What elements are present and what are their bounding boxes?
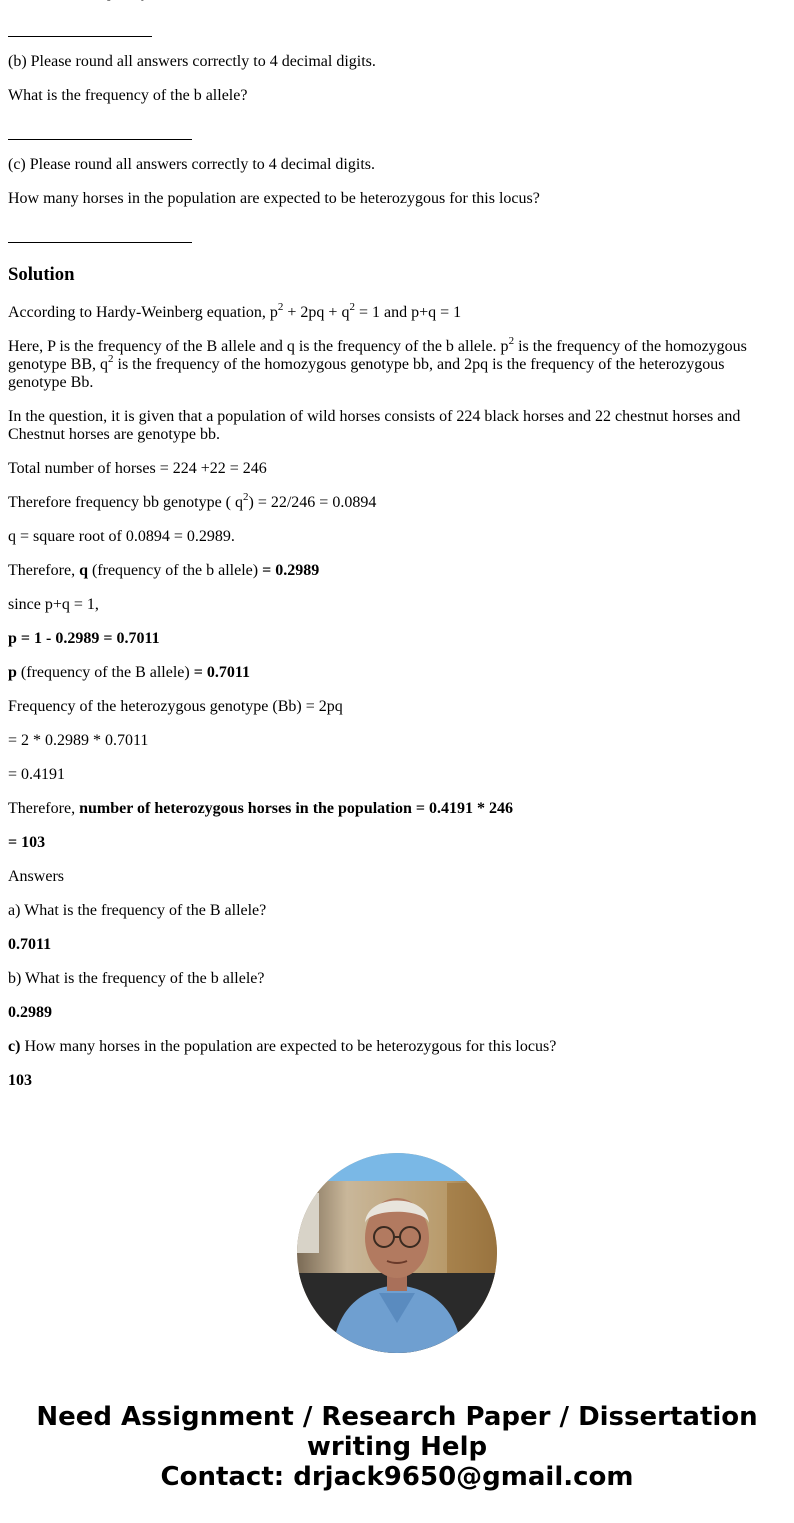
answer-a-question: a) What is the frequency of the B allele?	[8, 902, 267, 919]
question-a-prompt	[8, 0, 778, 2]
answer-a-value: 0.7011	[8, 936, 52, 953]
hardy-weinberg-equation: According to Hardy-Weinberg equation, $p^2 + 2pq + q^2 = 1$ and p+q = 1	[8, 300, 462, 321]
since-statement: since p+q = 1,	[8, 596, 99, 613]
answer-blank-c	[8, 224, 192, 243]
p-calculation: p = 1 - 0.2989 = 0.7011	[8, 630, 160, 647]
answer-blank-b	[8, 121, 192, 140]
promo-contact: Contact: drjack9650@gmail.com	[160, 1462, 634, 1492]
question-b-prompt: What is the frequency of the b allele?	[8, 87, 248, 104]
author-photo-icon	[297, 1153, 497, 1353]
bb-frequency: Therefore frequency bb genotype ( $q^2) = 22/246 = 0.0894$	[8, 490, 377, 511]
question-c-prompt: How many horses in the population are expected to be heterozygous for this locus?	[8, 190, 540, 207]
promo-line-1: Need Assignment / Research Paper / Dissertation	[36, 1402, 758, 1432]
answer-c-question: c) How many horses in the population are expected to be heterozygous for this locus?	[8, 1038, 557, 1055]
promo-line-2: writing Help	[306, 1432, 488, 1462]
solution-document	[8, 0, 778, 1106]
heterozygous-frequency-formula: Frequency of the heterozygous genotype (Bb) = 2pq	[8, 698, 343, 715]
answers-heading: Answers	[8, 868, 64, 885]
total-horses: Total number of horses = 224 +22 = 246	[8, 460, 267, 477]
question-c-rounding-note: (c) Please round all answers correctly to 4 decimal digits.	[8, 156, 375, 173]
heterozygous-calculation: = 2 * 0.2989 * 0.7011	[8, 732, 149, 749]
variable-definitions: Here, P is the frequency of the B allele and q is the frequency of the b allele. $p^2$ is the frequency of the homozygous genotype BB, $q^2$ is the frequency of the homozygous genotype bb, and 2pq is the frequency of the heterozygous genotype Bb.	[8, 334, 747, 391]
q-square-root: q = square root of 0.0894 = 0.2989.	[8, 528, 235, 545]
answer-c-value: 103	[8, 1072, 32, 1089]
answer-blank-a	[8, 18, 152, 37]
answer-b-value: 0.2989	[8, 1004, 52, 1021]
q-result: Therefore, q (frequency of the b allele) = 0.2989	[8, 562, 320, 579]
question-b-rounding-note: (b) Please round all answers correctly to 4 decimal digits.	[8, 53, 376, 70]
heterozygous-count-formula: Therefore, number of heterozygous horses in the population = 0.4191 * 246	[8, 800, 513, 817]
answer-b-question: b) What is the frequency of the b allele?	[8, 970, 265, 987]
p-result: p (frequency of the B allele) = 0.7011	[8, 664, 250, 681]
given-statement: In the question, it is given that a population of wild horses consists of 224 black horses and 22 chestnut horses and Chestnut horses are genotype bb.	[8, 408, 741, 443]
promo-banner	[0, 1402, 794, 1492]
solution-heading: Solution	[8, 264, 75, 285]
author-avatar	[297, 1153, 497, 1353]
heterozygous-value: = 0.4191	[8, 766, 66, 783]
heterozygous-count-value: = 103	[8, 834, 46, 851]
